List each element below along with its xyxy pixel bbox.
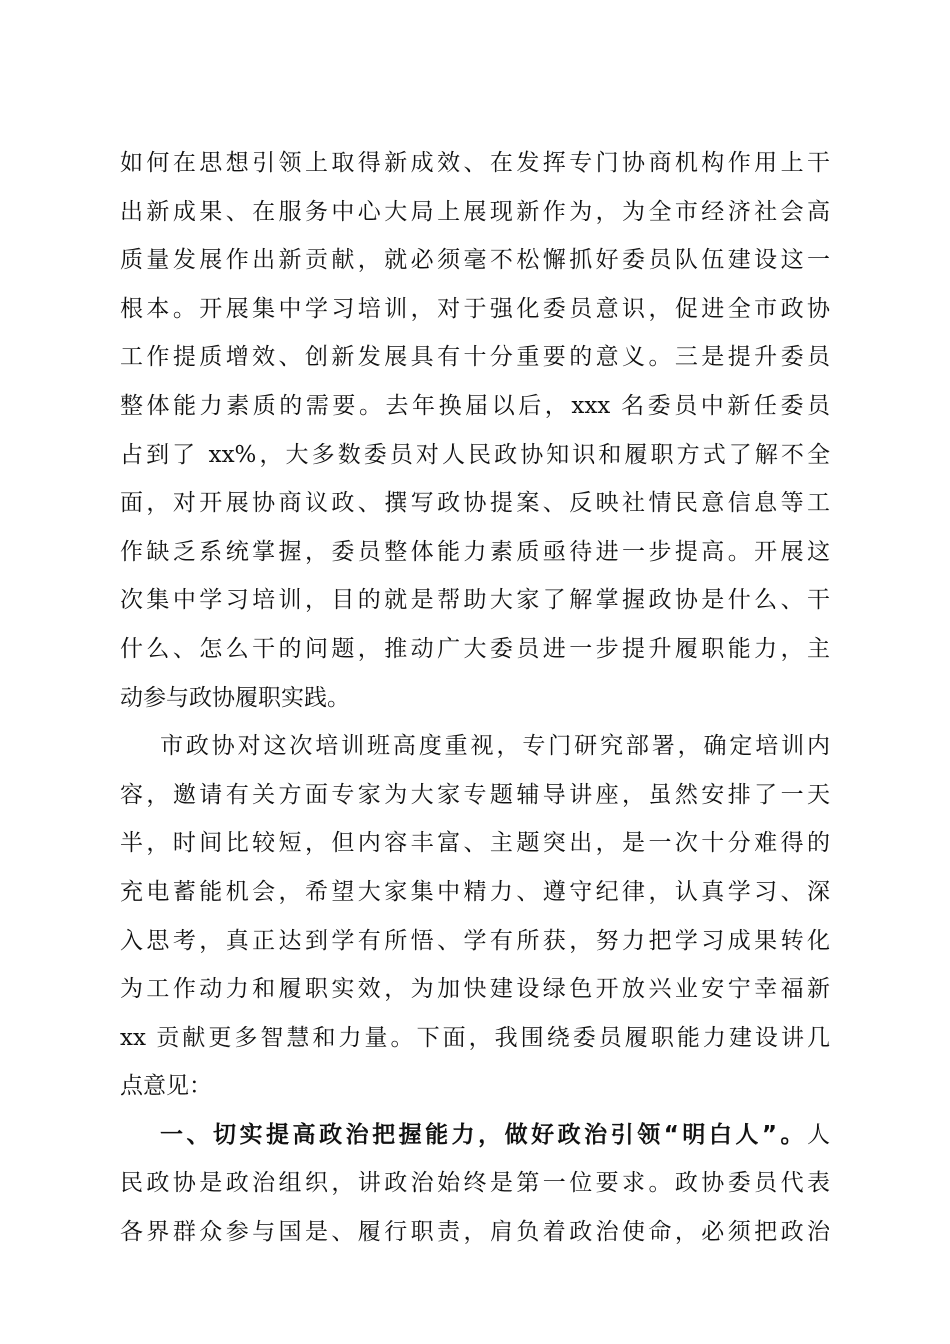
text-line: 充电蓄能机会，希望大家集中精力、遵守纪律，认真学习、深 bbox=[120, 878, 830, 905]
text-line: 半，时间比较短，但内容丰富、主题突出，是一次十分难得的 bbox=[120, 830, 830, 857]
text-line: xx 贡献更多智慧和力量。下面，我围绕委员履职能力建设讲几 bbox=[120, 1024, 830, 1051]
paragraph-start-line: 市政协对这次培训班高度重视，专门研究部署，确定培训内 bbox=[160, 733, 830, 760]
text-line: 民政协是政治组织，讲政治始终是第一位要求。政协委员代表 bbox=[120, 1170, 830, 1197]
text-line: 入思考，真正达到学有所悟、学有所获，努力把学习成果转化 bbox=[120, 927, 830, 954]
text-line: 占到了 xx%，大多数委员对人民政协知识和履职方式了解不全 bbox=[120, 441, 830, 468]
text-line: 动参与政协履职实践。 bbox=[120, 684, 350, 711]
text-line: 质量发展作出新贡献，就必须毫不松懈抓好委员队伍建设这一 bbox=[120, 247, 830, 274]
document-body bbox=[120, 139, 830, 1257]
text-line: 什么、怎么干的问题，推动广大委员进一步提升履职能力，主 bbox=[120, 635, 830, 662]
text-line: 作缺乏系统掌握，委员整体能力素质亟待进一步提高。开展这 bbox=[120, 538, 830, 565]
text-line: 各界群众参与国是、履行职责，肩负着政治使命，必须把政治 bbox=[120, 1219, 830, 1246]
text-line: 容，邀请有关方面专家为大家专题辅导讲座，虽然安排了一天 bbox=[120, 781, 830, 808]
heading-trailing-text: 人 bbox=[807, 1121, 830, 1148]
text-line: 工作提质增效、创新发展具有十分重要的意义。三是提升委员 bbox=[120, 344, 830, 371]
section-heading-line bbox=[120, 1111, 830, 1160]
text-line: 面，对开展协商议政、撰写政协提案、反映社情民意信息等工 bbox=[120, 490, 830, 517]
text-line: 点意见： bbox=[120, 1073, 212, 1100]
text-line: 次集中学习培训，目的就是帮助大家了解掌握政协是什么、干 bbox=[120, 587, 830, 614]
text-line: 如何在思想引领上取得新成效、在发挥专门协商机构作用上干 bbox=[120, 150, 830, 176]
section-heading: 一、切实提高政治把握能力，做好政治引领“明白人”。 bbox=[160, 1121, 807, 1148]
text-line: 为工作动力和履职实效，为加快建设绿色开放兴业安宁幸福新 bbox=[120, 976, 830, 1003]
text-line: 整体能力素质的需要。去年换届以后，xxx 名委员中新任委员 bbox=[120, 392, 830, 419]
text-line: 根本。开展集中学习培训，对于强化委员意识，促进全市政协 bbox=[120, 295, 830, 322]
text-line: 出新成果、在服务中心大局上展现新作为，为全市经济社会高 bbox=[120, 198, 830, 225]
